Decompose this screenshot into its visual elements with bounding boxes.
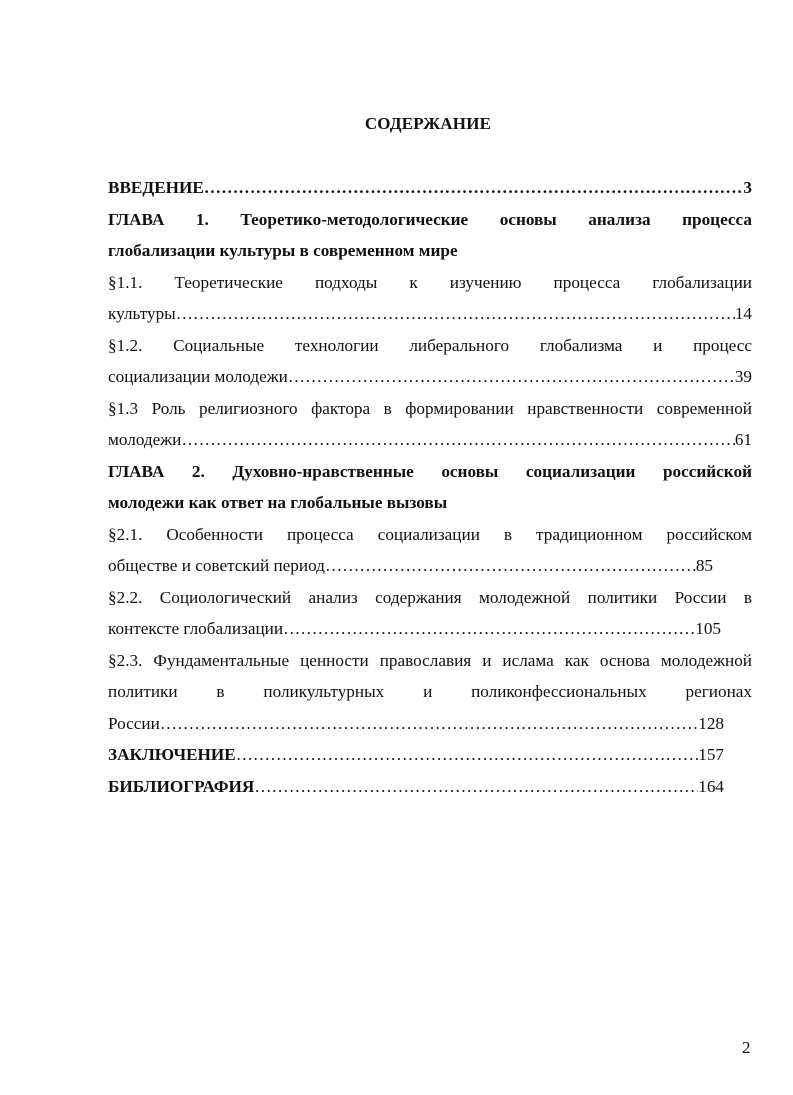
toc-chapter-1-line-1: ГЛАВА 1. Теоретико-методологические основы анализа процесса <box>108 209 752 229</box>
toc-page-number: 3 <box>743 178 752 197</box>
toc-page-number: 85 <box>695 556 713 575</box>
toc-entry-label: культуры <box>108 304 176 323</box>
dot-leader <box>204 172 744 204</box>
toc-chapter-2-line-2: молодежи как ответ на глобальные вызовы <box>108 493 448 512</box>
page-number: 2 <box>742 1038 751 1057</box>
toc-entry-label: социализации молодежи <box>108 367 288 386</box>
toc-page-number: 39 <box>734 367 752 386</box>
dot-leader <box>325 550 696 582</box>
toc-chapter-1-line-2: глобализации культуры в современном мире <box>108 241 458 260</box>
toc-page-number: 105 <box>695 619 721 638</box>
dot-leader <box>160 708 698 740</box>
toc-page-number: 128 <box>698 713 724 733</box>
toc-page-number: 164 <box>698 776 724 796</box>
toc-section-2-3-line-3 <box>108 708 724 740</box>
toc-entry-label: России <box>108 713 160 733</box>
toc-section-1-2-line-1: §1.2. Социальные технологии либерального глобализма и процесс <box>108 335 752 355</box>
toc-entry-label: БИБЛИОГРАФИЯ <box>108 776 255 796</box>
dot-leader <box>283 613 695 645</box>
toc-section-2-2-line-1: §2.2. Социологический анализ содержания молодежной политики России в <box>108 587 752 607</box>
dot-leader <box>176 298 735 330</box>
toc-section-2-3-line-1: §2.3. Фундаментальные ценности православия и ислама как основа молодежной <box>108 650 752 670</box>
page-title: СОДЕРЖАНИЕ <box>364 114 492 133</box>
toc-entry-label: контексте глобализации <box>108 619 284 638</box>
dot-leader <box>236 739 698 771</box>
toc-page-number: 14 <box>734 304 752 323</box>
dot-leader <box>288 361 735 393</box>
dot-leader <box>254 771 698 803</box>
toc-section-1-2-line-2 <box>108 361 752 393</box>
dot-leader <box>181 424 734 456</box>
toc-entry-introduction <box>108 172 752 204</box>
toc-entry-label: обществе и советский период <box>108 556 325 575</box>
toc-section-1-3-line-2 <box>108 424 752 456</box>
toc-section-2-1-line-2 <box>108 550 713 582</box>
toc-section-2-2-line-2 <box>108 613 721 645</box>
toc-page-number: 157 <box>698 745 724 764</box>
toc-section-2-1-line-1: §2.1. Особенности процесса социализации в традиционном российском <box>108 524 752 544</box>
toc-entry-conclusion <box>108 739 724 771</box>
table-of-contents <box>108 172 752 802</box>
toc-entry-label: ЗАКЛЮЧЕНИЕ <box>108 745 236 764</box>
toc-page-number: 61 <box>734 430 752 449</box>
toc-entry-label: молодежи <box>108 430 182 449</box>
toc-section-1-1-line-2 <box>108 298 752 330</box>
toc-section-1-3-line-1: §1.3 Роль религиозного фактора в формировании нравственности современной <box>108 398 752 418</box>
toc-entry-label: ВВЕДЕНИЕ <box>108 178 204 197</box>
toc-section-1-1-line-1: §1.1. Теоретические подходы к изучению процесса глобализации <box>108 272 752 292</box>
toc-entry-bibliography <box>108 771 724 803</box>
toc-section-2-3-line-2: политики в поликультурных и поликонфессиональных регионах <box>108 682 752 701</box>
toc-chapter-2-line-1: ГЛАВА 2. Духовно-нравственные основы социализации российской <box>108 461 752 481</box>
